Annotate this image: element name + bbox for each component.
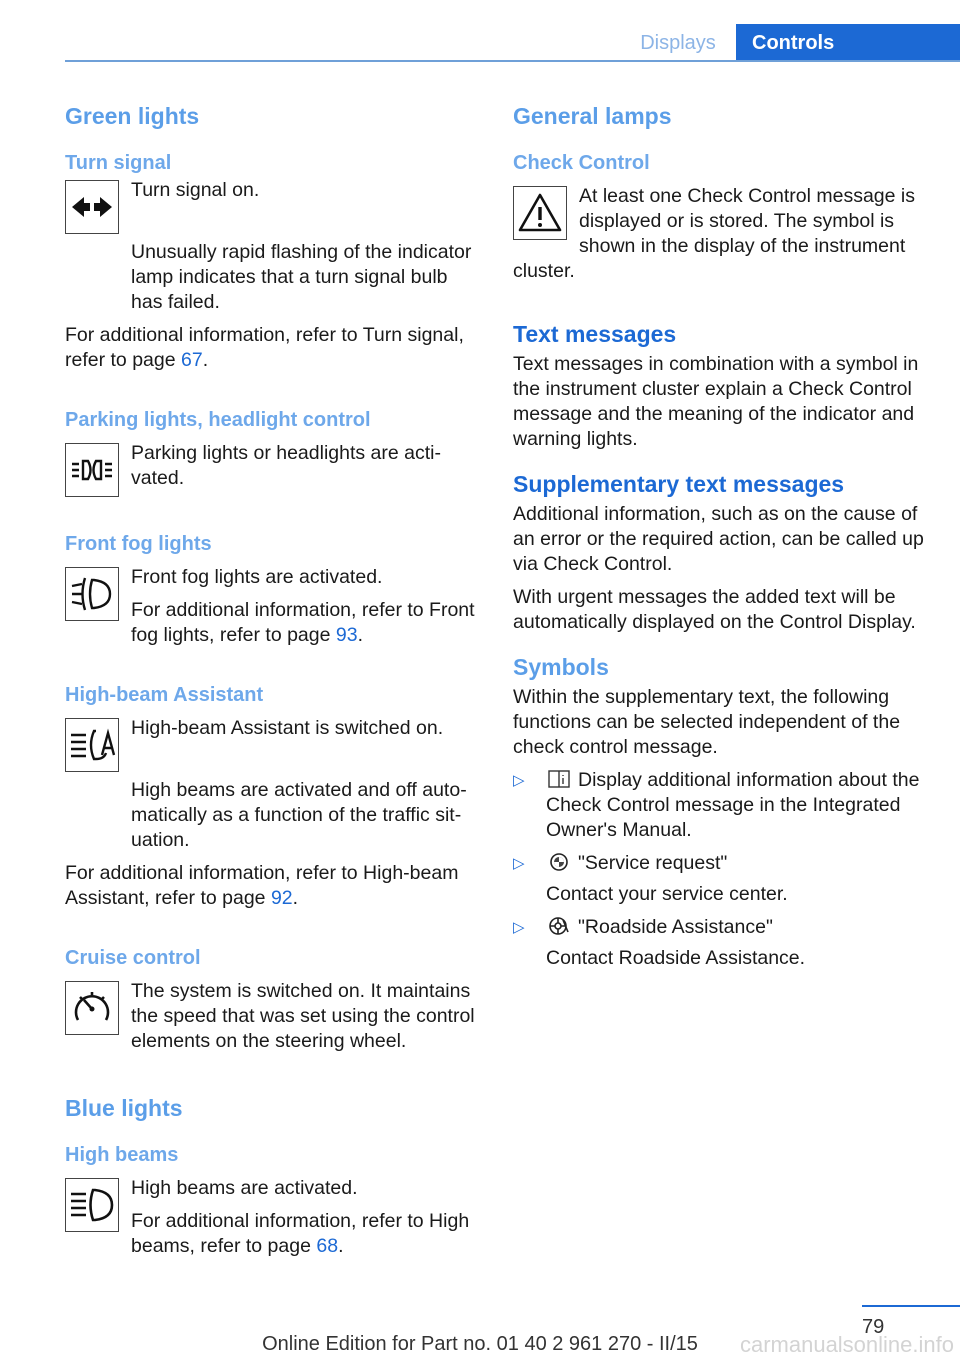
entry-high-beams [65, 1176, 483, 1259]
header-rule [65, 60, 960, 62]
parking-lights-text: Parking lights or headlights are activated. [131, 442, 441, 489]
high-beam-assistant-icon [65, 718, 119, 772]
front-fog-ref-text: For additional information, refer to Front fog lights, refer to page [131, 599, 475, 646]
heading-supplementary-text-messages: Supplementary text messages [513, 471, 845, 497]
list-item [513, 768, 933, 843]
front-fog-ref-end: . [357, 624, 363, 646]
supplementary-text-2: With urgent messages the added text will be automatically displayed on the Control Display. [513, 586, 916, 633]
bullet-marker-icon: ▷ [513, 919, 525, 936]
list-item [513, 851, 933, 907]
symbols-item-2-sub: Contact your service center. [546, 883, 788, 905]
supplementary-text-1: Additional information, such as on the cause of an error or the required action, can be called up via Check Control. [513, 503, 924, 575]
high-beam-assistant-text-1: High-beam Assistant is switched on. [131, 717, 444, 739]
entry-check-control [513, 184, 933, 284]
heading-high-beam-assistant: High-beam Assistant [65, 684, 264, 706]
heading-turn-signal: Turn signal [65, 152, 172, 174]
high-beam-assistant-text-2-span: High beams are activated and off automatically as a function of the traffic situation. [131, 779, 467, 851]
section-title-green-lights: Green lights [65, 103, 200, 129]
roadside-assistance-icon [546, 916, 572, 936]
high-beam-assistant-ref-end: . [292, 887, 299, 909]
heading-check-control: Check Control [513, 152, 650, 174]
high-beam-assistant-text-2 [65, 778, 483, 853]
turn-signal-page-link[interactable]: 67 [181, 349, 203, 371]
check-control-text [513, 184, 933, 284]
header-tab-displays[interactable]: Displays [640, 32, 716, 54]
front-fog-text-1: Front fog lights are activated. [131, 566, 383, 588]
symbols-item-2-text: "Service request" [578, 852, 728, 874]
turn-signal-ref-end: . [202, 349, 209, 371]
entry-front-fog-lights [65, 565, 483, 648]
entry-high-beam-assistant [65, 716, 483, 772]
page-number: 79 [862, 1316, 885, 1338]
bullet-marker-icon: ▷ [513, 855, 525, 872]
right-column [513, 98, 933, 979]
heading-parking-lights: Parking lights, headlight control [65, 409, 371, 431]
front-fog-text-2 [131, 598, 483, 648]
footer-rule [862, 1305, 960, 1307]
turn-signal-text-3 [65, 323, 483, 373]
high-beams-icon [65, 1178, 119, 1232]
cruise-control-text: The system is switched on. It maintains the speed that was set using the control elements on the steering wheel. [131, 980, 475, 1052]
high-beams-ref-end: . [338, 1235, 344, 1257]
heading-symbols: Symbols [513, 654, 609, 680]
symbols-item-3-text: "Roadside Assistance" [578, 916, 773, 938]
heading-front-fog-lights: Front fog lights [65, 533, 212, 555]
section-title-blue-lights: Blue lights [65, 1095, 183, 1121]
entry-parking-lights [65, 441, 483, 497]
owners-manual-icon [546, 769, 572, 789]
symbols-text: Within the supplementary text, the following functions can be selected independent of the check control message. [513, 686, 901, 758]
parking-lights-icon [65, 443, 119, 497]
high-beam-assistant-page-link[interactable]: 92 [270, 887, 293, 909]
warning-triangle-icon [513, 186, 567, 240]
list-item [513, 915, 933, 971]
left-column [65, 98, 483, 1259]
high-beam-assistant-ref-text: For additional information, refer to High-beam Assistant, refer to page [65, 862, 459, 909]
check-control-text-span: At least one Check Control message is displayed or is stored. The symbol is shown in the display of the instrument cluster. [513, 185, 915, 282]
high-beams-ref-text: For additional information, refer to High beams, refer to page [131, 1210, 470, 1257]
symbols-item-3-sub: Contact Roadside Assistance. [546, 947, 806, 969]
turn-signal-text-2: Unusually rapid flashing of the indicator lamp indicates that a turn signal bulb has failed. [131, 241, 472, 313]
high-beam-assistant-text-3 [65, 861, 483, 911]
service-request-icon [546, 852, 572, 872]
heading-text-messages: Text messages [513, 321, 677, 347]
turn-signal-text-1: Turn signal on. [131, 179, 260, 201]
front-fog-lights-icon [65, 567, 119, 621]
front-fog-page-link[interactable]: 93 [335, 624, 358, 646]
text-messages-text: Text messages in combination with a symbol in the instrument cluster explain a Check Control message and the meaning of the indicator and warning lights. [513, 353, 919, 450]
high-beams-text-2 [131, 1209, 483, 1259]
entry-cruise-control [65, 979, 483, 1054]
bullet-marker-icon: ▷ [513, 772, 525, 789]
watermark: carmanualsonline.info [739, 1332, 954, 1357]
entry-turn-signal [65, 178, 483, 234]
symbols-list [513, 768, 933, 971]
heading-high-beams: High beams [65, 1144, 179, 1166]
header-tab-controls[interactable]: Controls [736, 24, 960, 62]
section-title-general-lamps: General lamps [513, 103, 672, 129]
cruise-control-icon [65, 981, 119, 1035]
turn-signal-ref-text: For additional information, refer to Turn signal, refer to page [65, 324, 464, 371]
symbols-item-1-text: Display additional information about the Check Control message in the Integrated Owner's Manual. [546, 769, 920, 841]
heading-cruise-control: Cruise control [65, 947, 201, 969]
turn-signal-icon [65, 180, 119, 234]
high-beams-page-link[interactable]: 68 [316, 1235, 339, 1257]
high-beams-text-1: High beams are activated. [131, 1177, 358, 1199]
turn-signal-text-2-wrap [65, 240, 483, 315]
footer-edition: Online Edition for Part no. 01 40 2 961 270 - II/15 [262, 1333, 698, 1355]
